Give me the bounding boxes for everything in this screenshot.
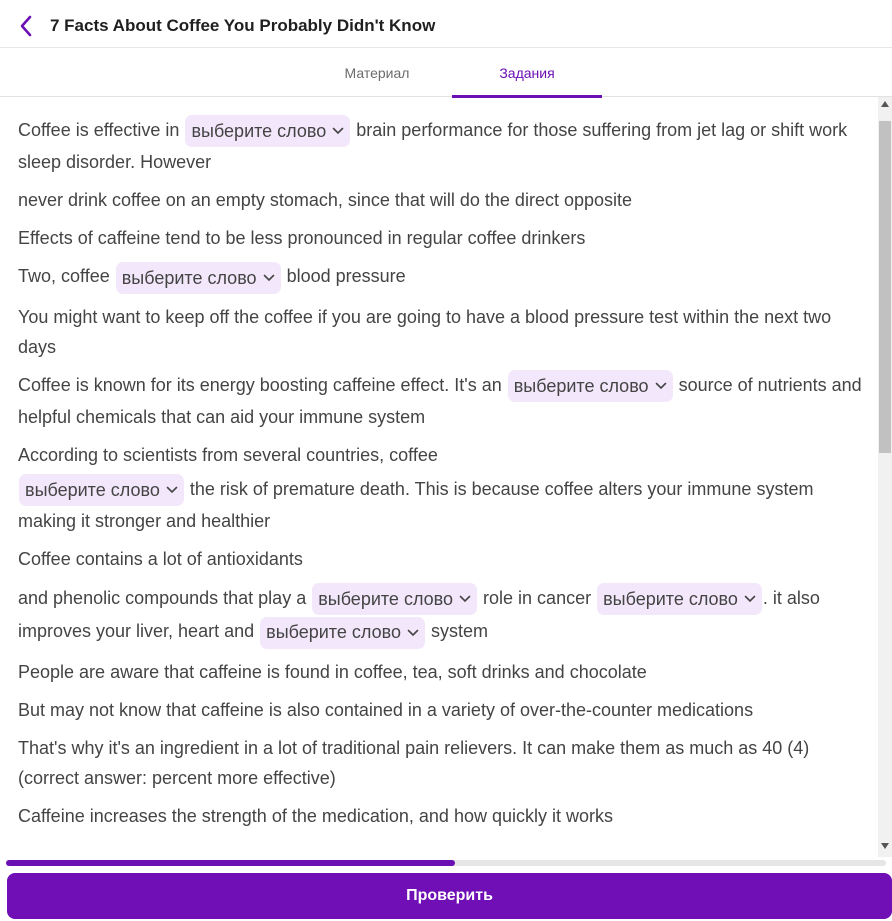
check-button[interactable]: Проверить [7, 873, 892, 919]
word-select[interactable] [116, 262, 281, 294]
tab-bar [0, 48, 892, 97]
text-segment: brain performance for those suffering from jet lag or shift work sleep disorder. However [18, 120, 848, 173]
word-select[interactable] [508, 370, 673, 402]
text-segment: and phenolic compounds that play a [18, 588, 312, 608]
progress-bar-fill [6, 860, 455, 866]
paragraph-1 [18, 115, 864, 177]
text-segment: source of nutrients and helpful chemicals that can aid your immune system [18, 374, 862, 427]
word-select[interactable] [19, 474, 184, 506]
paragraph-14: Caffeine increases the strength of the medication, and how quickly it works [18, 805, 613, 826]
word-select-label: выберите слово [603, 588, 738, 609]
word-select-label: выберите слово [318, 588, 454, 609]
chevron-left-icon [19, 15, 33, 37]
progress-bar [6, 860, 886, 866]
paragraph-10 [18, 582, 864, 649]
paragraph-6 [18, 370, 864, 432]
header [0, 4, 892, 48]
word-select[interactable] [597, 583, 762, 615]
chevron-down-icon [407, 629, 419, 637]
page-title: 7 Facts About Coffee You Probably Didn't Know [50, 15, 436, 35]
paragraph-2: never drink coffee on an empty stomach, since that will do the direct opposite [18, 190, 633, 211]
text-segment: role in cancer [478, 588, 597, 608]
exercise-content [0, 97, 878, 857]
tab-tasks[interactable]: Задания [452, 48, 602, 97]
word-select-label: выберите слово [266, 622, 401, 642]
text-segment: Two, coffee [18, 266, 115, 287]
word-select[interactable] [312, 583, 477, 615]
chevron-down-icon [459, 595, 471, 603]
text-segment: Coffee is effective in [18, 120, 185, 140]
text-segment: Coffee is known for its energy boosting caffeine effect. It's an [18, 374, 507, 395]
paragraph-7: According to scientists from several countries, coffee [18, 444, 438, 465]
word-select-label: выберите слово [513, 375, 649, 396]
back-button[interactable] [6, 4, 46, 48]
text-segment: the risk of premature death. This is because coffee alters your immune system making it stronger and healthier [18, 478, 814, 531]
text-segment: . it also improves your liver, heart and [18, 588, 820, 642]
word-select-label: выберите слово [191, 121, 327, 142]
paragraph-11: People are aware that caffeine is found in coffee, tea, soft drinks and chocolate [18, 661, 647, 682]
word-select-label: выберите слово [121, 267, 257, 288]
paragraph-9: Coffee contains a lot of antioxidants [18, 549, 303, 569]
chevron-down-icon [166, 486, 178, 494]
scrollbar[interactable] [878, 97, 892, 857]
tab-material[interactable]: Материал [344, 64, 410, 81]
paragraph-4 [18, 261, 864, 293]
word-select[interactable] [260, 617, 425, 649]
paragraph-13: That's why it's an ingredient in a lot of traditional pain relievers. It can make them as much as 40 (4) (correct answer: percent more effective) [18, 737, 810, 788]
paragraph-3: Effects of caffeine tend to be less pronounced in regular coffee drinkers [18, 228, 586, 249]
text-segment: system [425, 621, 488, 642]
paragraph-8 [18, 474, 864, 536]
chevron-down-icon [263, 274, 275, 282]
scrollbar-thumb[interactable] [879, 121, 891, 453]
scroll-up-arrow-icon[interactable] [878, 101, 892, 111]
chevron-down-icon [744, 595, 756, 603]
paragraph-12: But may not know that caffeine is also contained in a variety of over-the-counter medications [18, 699, 754, 720]
word-select[interactable] [185, 115, 350, 147]
chevron-down-icon [332, 127, 344, 135]
text-segment: blood pressure [281, 266, 406, 287]
scroll-down-arrow-icon[interactable] [878, 843, 892, 853]
word-select-label: выберите слово [25, 480, 160, 500]
chevron-down-icon [655, 382, 667, 390]
paragraph-5: You might want to keep off the coffee if you are going to have a blood pressure test within the next two days [18, 306, 832, 357]
